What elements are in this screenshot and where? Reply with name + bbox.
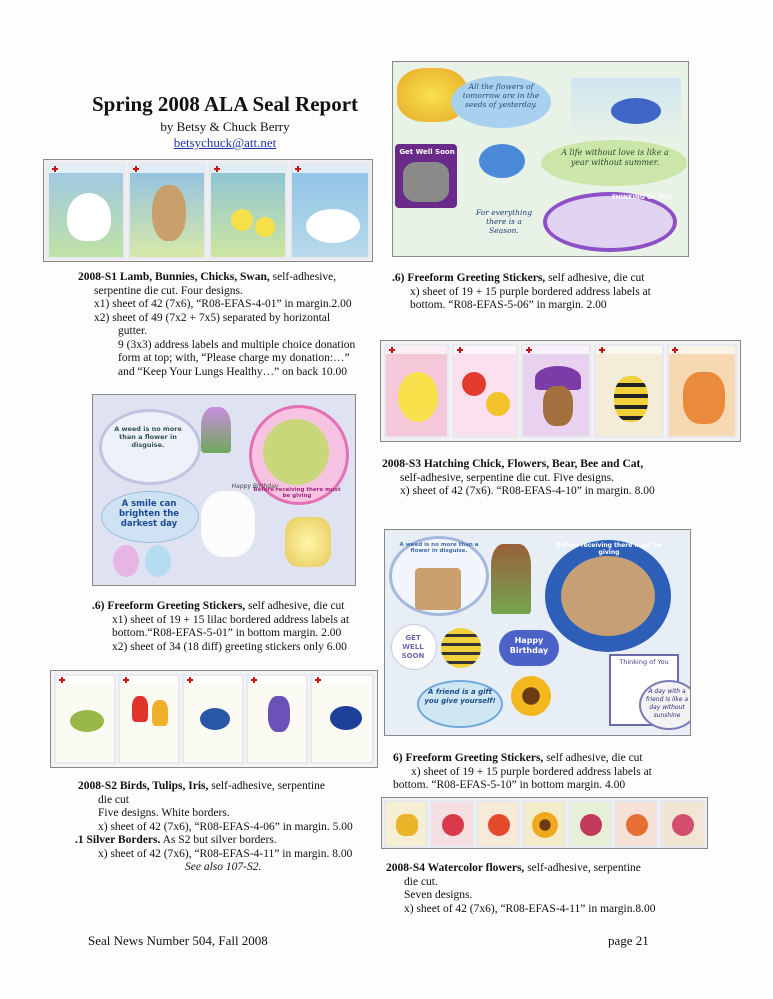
- s2-line: die cut: [98, 793, 129, 806]
- byline: by Betsy & Chuck Berry: [160, 119, 290, 134]
- s4-listing: [386, 862, 655, 916]
- s3-listing: [382, 458, 655, 499]
- s2-line: x) sheet of 42 (7x6), “R08-EFAS-4-06” in margin. 5.00: [98, 820, 353, 833]
- s4-line: die cut.: [404, 875, 438, 888]
- sticker-life-without-love: A life without love is like a year without summer.: [561, 148, 669, 167]
- s1-line: 9 (3x3) address labels and multiple choice donation: [118, 338, 356, 351]
- s2-see-also: See also 107-S2.: [185, 861, 262, 873]
- s1-stamp-strip-image: [43, 159, 373, 262]
- s4-line: x) sheet of 42 (7x6), “R08-EFAS-4-11” in margin.8.00: [404, 902, 656, 915]
- sticker-weed-flower-2: A weed is no more than a flower in disguise.: [399, 542, 479, 554]
- sticker-a-friend: A friend is a gift you give yourself!: [424, 688, 496, 705]
- sticker-get-well-soon-1: Get Well Soon: [399, 148, 455, 156]
- s1-heading-rest: self-adhesive,: [269, 271, 337, 283]
- s1-line: x2) sheet of 49 (7x2 + 7x5) separated by horizontal: [94, 311, 331, 324]
- freeform-lilac-line: x1) sheet of 19 + 15 lilac bordered address labels at: [112, 613, 350, 626]
- s3-stamp-strip-image: [380, 340, 741, 442]
- freeform-lilac-heading: .6) Freeform Greeting Stickers,: [92, 600, 246, 612]
- freeform-lilac-line: x2) sheet of 34 (18 diff) greeting stickers only 6.00: [112, 640, 347, 653]
- freeform-purple-2-listing: [393, 752, 652, 793]
- sticker-get-well-soon-2: GET WELL SOON: [401, 634, 425, 660]
- s1-line: and “Keep Your Lungs Healthy…” on back 10.00: [118, 365, 347, 378]
- freeform-purple-1-heading-rest: self adhesive, die cut: [545, 272, 645, 284]
- s3-heading: 2008-S3 Hatching Chick, Flowers, Bear, Bee and Cat,: [382, 458, 644, 470]
- freeform-purple-1-sticker-image: [392, 61, 689, 257]
- freeform-purple-1-line: x) sheet of 19 + 15 purple bordered address labels at: [410, 285, 651, 298]
- s2-heading: 2008-S2 Birds, Tulips, Iris,: [78, 780, 209, 792]
- sticker-receiving-giving: Before receiving there must be giving: [253, 487, 341, 499]
- freeform-purple-2-sticker-image: [384, 529, 691, 736]
- freeform-purple-2-line: bottom. “R08-EFAS-5-10” in bottom margin. 4.00: [393, 779, 626, 791]
- s3-line: x) sheet of 42 (7x6). “R08-EFAS-4-10” in margin. 8.00: [400, 485, 655, 497]
- s1-line: x1) sheet of 42 (7x6), “R08-EFAS-4-01” in margin.2.00: [94, 298, 352, 310]
- footer-publication: Seal News Number 504, Fall 2008: [88, 933, 268, 948]
- s1-line: gutter.: [118, 325, 148, 337]
- freeform-lilac-heading-rest: self adhesive, die cut: [245, 600, 345, 612]
- s2-silver-heading-rest: As S2 but silver borders.: [160, 834, 277, 846]
- s4-stamp-strip-image: [381, 797, 708, 849]
- s2-silver-heading: .1 Silver Borders.: [75, 834, 161, 846]
- freeform-purple-2-line: x) sheet of 19 + 15 purple bordered address labels at: [411, 765, 652, 778]
- sticker-flowers-tomorrow: All the flowers of tomorrow are in the seeds of yesterday.: [462, 82, 540, 109]
- sticker-weed-flower: A weed is no more than a flower in disguise.: [114, 425, 182, 449]
- sticker-happy-birthday-1: Happy Birthday: [231, 483, 279, 490]
- sticker-day-with-friend: A day with a friend is like a day without sunshine: [645, 688, 689, 719]
- s2-silver-line: x) sheet of 42 (7x6), “R08-EFAS-4-11” in margin. 8.00: [98, 847, 353, 860]
- footer-page-number: page 21: [608, 933, 649, 948]
- s2-line: Five designs. White borders.: [98, 807, 230, 819]
- freeform-lilac-listing: [92, 600, 349, 654]
- s1-heading: 2008-S1 Lamb, Bunnies, Chicks, Swan,: [78, 271, 270, 283]
- sticker-receiving-giving-2: Before receiving there must be giving: [556, 542, 662, 556]
- s2-heading-rest: self-adhesive, serpentine: [208, 780, 325, 792]
- s1-line: serpentine die cut. Four designs.: [94, 284, 243, 297]
- freeform-purple-1-heading: .6) Freeform Greeting Stickers,: [392, 272, 546, 284]
- sticker-thinking-of-you-1: THINKING OF YOU: [611, 194, 673, 201]
- freeform-purple-2-heading-rest: self adhesive, die cut: [543, 752, 643, 764]
- s4-line: Seven designs.: [404, 889, 473, 901]
- sticker-happy-birthday-2: Happy Birthday: [509, 636, 549, 655]
- author-email-link[interactable]: betsychuck@att.net: [173, 135, 277, 150]
- s1-listing: [78, 271, 355, 379]
- sticker-smile: A smile can brighten the darkest day: [118, 499, 180, 529]
- freeform-lilac-line: bottom.“R08-EFAS-5-01” in bottom margin. 2.00: [112, 627, 342, 639]
- freeform-purple-2-heading: 6) Freeform Greeting Stickers,: [393, 752, 544, 764]
- freeform-lilac-sticker-image: [92, 394, 356, 586]
- freeform-purple-1-listing: [392, 272, 651, 313]
- s2-stamp-strip-image: [50, 670, 378, 768]
- s4-heading: 2008-S4 Watercolor flowers,: [386, 862, 525, 874]
- sticker-for-everything: For everything there is a Season.: [475, 208, 533, 235]
- sticker-thinking-of-you-2: Thinking of You: [619, 658, 669, 666]
- s1-line: form at top; with, “Please charge my donation:…”: [118, 352, 350, 364]
- s3-line: self-adhesive, serpentine die cut. Five designs.: [400, 471, 614, 484]
- s2-listing: [75, 780, 353, 875]
- s4-heading-rest: self-adhesive, serpentine: [524, 862, 641, 874]
- page-title: Spring 2008 ALA Seal Report: [91, 92, 359, 116]
- freeform-purple-1-line: bottom. “R08-EFAS-5-06” in margin. 2.00: [410, 299, 607, 311]
